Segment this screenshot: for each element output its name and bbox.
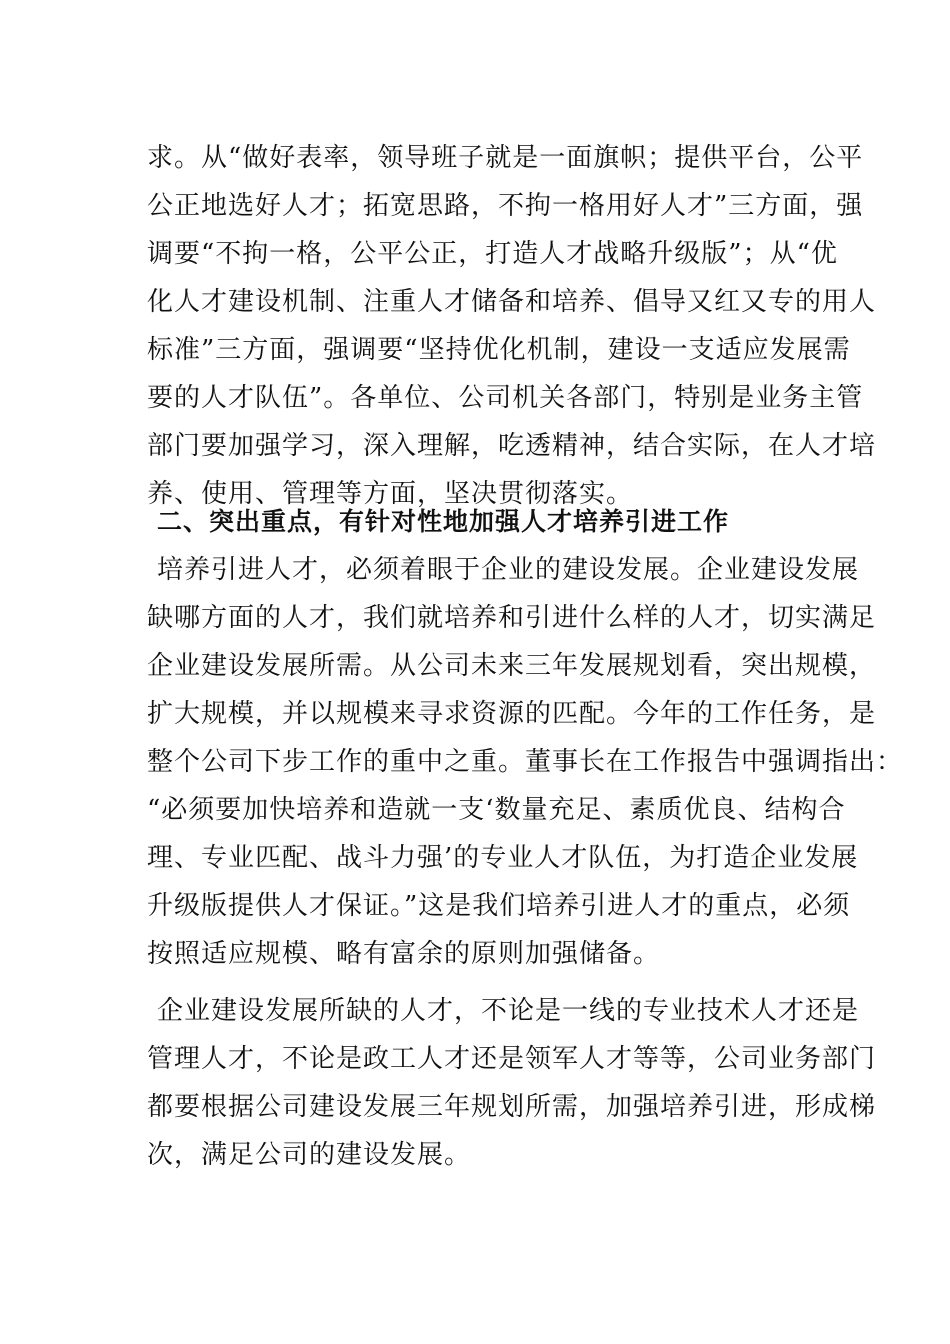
paragraph-line: 化人才建设机制、注重人才储备和培养、倡导又红又专的用人 (147, 287, 877, 317)
paragraph-line: 养、使用、管理等方面，坚决贯彻落实。 (147, 479, 634, 509)
paragraph-line: 缺哪方面的人才，我们就培养和引进什么样的人才，切实满足 (147, 603, 877, 633)
paragraph-line: 企业建设发展所需。从公司未来三年发展规划看，突出规模， (147, 651, 877, 681)
paragraph-line: 按照适应规模、略有富余的原则加强储备。 (147, 939, 661, 969)
paragraph-line: 次，满足公司的建设发展。 (147, 1140, 472, 1170)
paragraph-line: 扩大规模，并以规模来寻求资源的匹配。今年的工作任务，是 (147, 699, 877, 729)
paragraph-line: 调要“不拘一格，公平公正，打造人才战略升级版”；从“优 (147, 239, 838, 269)
paragraph-line: 求。从“做好表率，领导班子就是一面旗帜；提供平台，公平 (147, 143, 864, 173)
paragraph-line: 部门要加强学习，深入理解，吃透精神，结合实际，在人才培 (147, 431, 877, 461)
paragraph-line: 标准”三方面，强调要“坚持优化机制，建设一支适应发展需 (147, 335, 851, 365)
paragraph-line: 整个公司下步工作的重中之重。董事长在工作报告中强调指出： (147, 747, 904, 777)
paragraph-line: 管理人才，不论是政工人才还是领军人才等等，公司业务部门 (147, 1044, 877, 1074)
paragraph-line: 升级版提供人才保证。”这是我们培养引进人才的重点，必须 (147, 891, 851, 921)
paragraph-line: 公正地选好人才；拓宽思路，不拘一格用好人才”三方面，强 (147, 191, 864, 221)
paragraph-line: 培养引进人才，必须着眼于企业的建设发展。企业建设发展 (157, 555, 860, 585)
paragraph-line: 理、专业匹配、战斗力强’的专业人才队伍，为打造企业发展 (147, 843, 859, 873)
paragraph-line: 要的人才队伍”。各单位、公司机关各部门，特别是业务主管 (147, 383, 864, 413)
paragraph-line: 企业建设发展所缺的人才，不论是一线的专业技术人才还是 (157, 996, 860, 1026)
paragraph-line: 都要根据公司建设发展三年规划所需，加强培养引进，形成梯 (147, 1092, 877, 1122)
paragraph-line: “必须要加快培养和造就一支‘数量充足、素质优良、结构合 (147, 795, 846, 825)
section-heading-text: 二、突出重点，有针对性地加强人才培养引进工作 (157, 507, 730, 536)
